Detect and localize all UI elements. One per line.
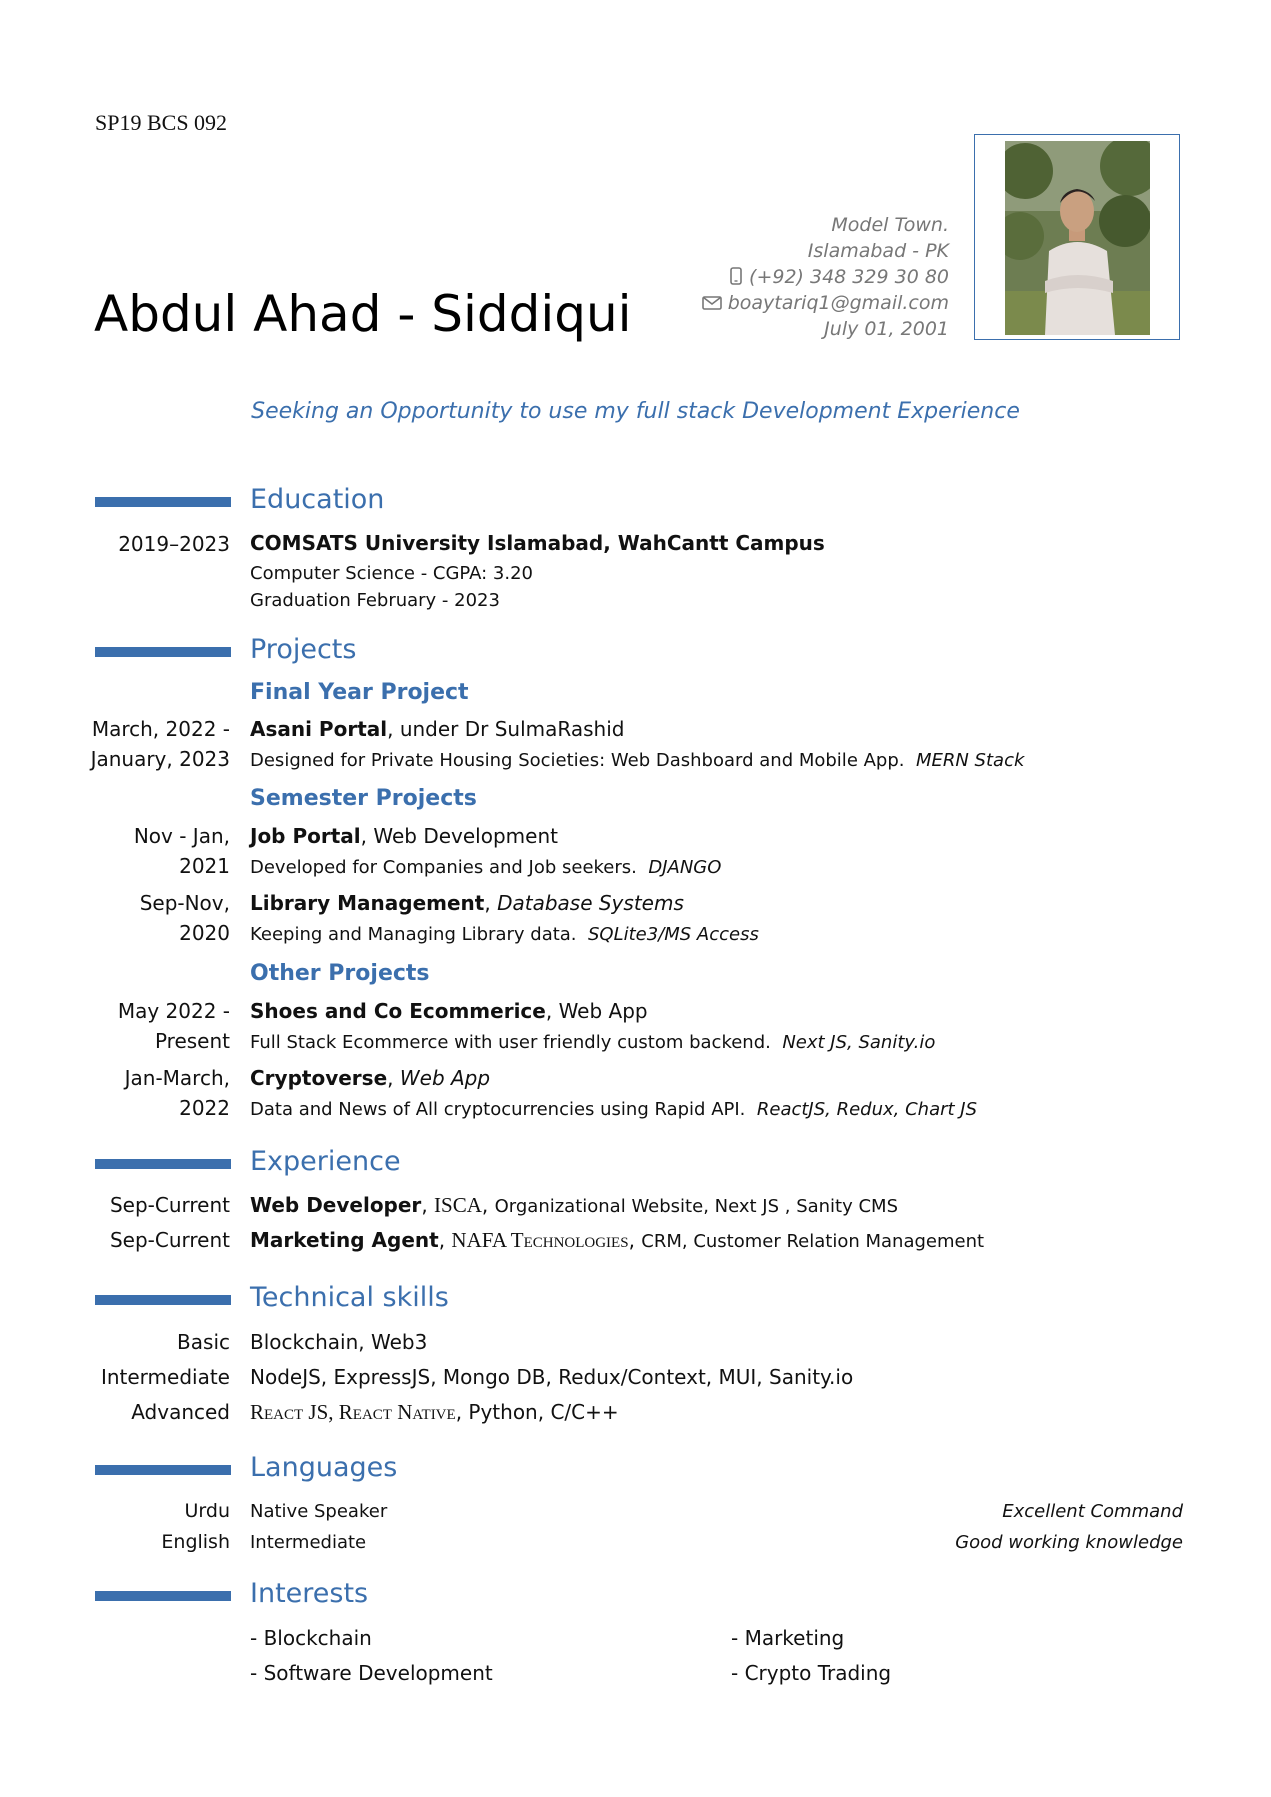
subsection-final-year-project: Final Year Project — [250, 680, 469, 705]
experience-details-2: CRM, Customer Relation Management — [641, 1231, 985, 1252]
job-portal-desc-text: Developed for Companies and Job seekers. — [250, 857, 637, 878]
career-objective: Seeking an Opportunity to use my full stack Development Experience — [251, 399, 1020, 424]
section-title-languages: Languages — [250, 1452, 398, 1483]
library-separator: , — [484, 891, 498, 915]
shoes-heading — [250, 999, 648, 1023]
interest-item: - Crypto Trading — [731, 1661, 892, 1685]
skills-advanced-label: Advanced — [131, 1400, 230, 1424]
phone-line — [619, 264, 949, 290]
language-note-urdu: Excellent Command — [1002, 1501, 1183, 1522]
library-heading — [250, 891, 684, 915]
shoes-date-end: Present — [154, 1029, 230, 1053]
crypto-heading — [250, 1066, 490, 1090]
section-title-interests: Interests — [250, 1578, 369, 1609]
language-note-english: Good working knowledge — [955, 1532, 1183, 1553]
fyp-tech: MERN Stack — [915, 750, 1025, 771]
fyp-date-end: January, 2023 — [90, 747, 230, 771]
shoes-date-start: May 2022 - — [117, 999, 230, 1023]
candidate-name: Abdul Ahad - Siddiqui — [94, 285, 632, 343]
language-level-urdu: Native Speaker — [250, 1501, 388, 1522]
library-date-start: Sep-Nov, — [139, 891, 230, 915]
experience-role-1: Web Developer — [250, 1193, 422, 1217]
library-name: Library Management — [250, 891, 485, 915]
shoes-type: , Web App — [545, 999, 648, 1023]
section-rule-education — [95, 497, 231, 507]
mobile-phone-icon — [727, 266, 743, 284]
email-line — [619, 290, 949, 316]
shoes-name: Shoes and Co Ecommerice — [250, 999, 546, 1023]
fyp-name: Asani Portal — [250, 717, 388, 741]
address-line-1: Model Town. — [831, 214, 949, 236]
job-portal-date-end: 2021 — [179, 854, 230, 878]
experience-org-1: ISCA — [434, 1193, 482, 1217]
job-portal-heading — [250, 824, 558, 848]
crypto-name: Cryptoverse — [250, 1066, 388, 1090]
experience-details-1: Organizational Website, Next JS , Sanity CMS — [494, 1196, 899, 1217]
section-title-experience: Experience — [250, 1146, 401, 1177]
skills-advanced — [250, 1400, 619, 1425]
section-rule-projects — [95, 647, 231, 657]
experience-date-1: Sep-Current — [109, 1193, 230, 1217]
date-of-birth: July 01, 2001 — [824, 318, 949, 340]
library-type: Database Systems — [497, 891, 684, 915]
fyp-desc-text: Designed for Private Housing Societies: Web Dashboard and Mobile App. — [250, 750, 905, 771]
crypto-type: Web App — [399, 1066, 491, 1090]
job-portal-name: Job Portal — [250, 824, 361, 848]
skills-intermediate: NodeJS, ExpressJS, Mongo DB, Redux/Context, MUI, Sanity.io — [250, 1365, 854, 1389]
shoes-desc-text: Full Stack Ecommerce with user friendly custom backend. — [250, 1032, 771, 1053]
fyp-supervisor: , under Dr SulmaRashid — [387, 717, 625, 741]
envelope-icon — [702, 292, 722, 310]
crypto-tech: ReactJS, Redux, Chart JS — [756, 1099, 978, 1120]
language-name-english: English — [161, 1531, 230, 1553]
document-id: SP19 BCS 092 — [95, 110, 228, 135]
experience-org-2: NAFA Technologies — [451, 1228, 629, 1252]
experience-item-1: Web Developer, ISCA, Organizational Website, Next JS , Sanity CMS — [250, 1193, 899, 1217]
education-graduation: Graduation February - 2023 — [250, 590, 500, 611]
experience-item-2: Marketing Agent, NAFA Technologies, CRM, Customer Relation Management — [250, 1228, 985, 1252]
address-line-2: Islamabad - PK — [807, 240, 949, 262]
shoes-tech: Next JS, Sanity.io — [782, 1032, 936, 1053]
shoes-description — [250, 1032, 935, 1053]
subsection-semester-projects: Semester Projects — [250, 786, 477, 811]
skills-advanced-react: React JS, React Native — [250, 1400, 456, 1424]
job-portal-type: , Web Development — [360, 824, 558, 848]
interest-item: - Blockchain — [250, 1626, 372, 1650]
fyp-date-start: March, 2022 - — [91, 717, 230, 741]
section-rule-skills — [95, 1295, 231, 1305]
education-institution: COMSATS University Islamabad, WahCantt Campus — [250, 531, 825, 555]
phone-number: (+92) 348 329 30 80 — [749, 266, 949, 288]
library-date-end: 2020 — [179, 921, 230, 945]
contact-block — [619, 212, 949, 342]
language-level-english: Intermediate — [250, 1532, 367, 1553]
experience-role-2: Marketing Agent — [250, 1228, 439, 1252]
crypto-desc-text: Data and News of All cryptocurrencies using Rapid API. — [250, 1099, 746, 1120]
profile-photo-frame — [974, 134, 1180, 340]
section-rule-experience — [95, 1159, 231, 1169]
crypto-date-start: Jan-March, — [124, 1066, 230, 1090]
section-title-education: Education — [250, 484, 385, 515]
interest-item: - Software Development — [250, 1661, 493, 1685]
job-portal-description — [250, 857, 721, 878]
email-address[interactable]: boaytariq1@gmail.com — [727, 292, 949, 314]
job-portal-tech: DJANGO — [648, 857, 722, 878]
skills-basic-label: Basic — [177, 1330, 230, 1354]
section-rule-languages — [95, 1465, 231, 1475]
section-rule-interests — [95, 1591, 231, 1601]
skills-advanced-other: , Python, C/C++ — [455, 1400, 619, 1424]
subsection-other-projects: Other Projects — [250, 961, 430, 986]
skills-intermediate-label: Intermediate — [100, 1365, 230, 1389]
education-date: 2019–2023 — [118, 532, 230, 556]
section-title-projects: Projects — [250, 634, 357, 665]
job-portal-date-start: Nov - Jan, — [133, 824, 230, 848]
section-title-skills: Technical skills — [250, 1282, 449, 1313]
crypto-separator: , — [387, 1066, 400, 1090]
library-tech: SQLite3/MS Access — [587, 924, 759, 945]
skills-basic: Blockchain, Web3 — [250, 1330, 428, 1354]
language-name-urdu: Urdu — [184, 1500, 230, 1522]
library-desc-text: Keeping and Managing Library data. — [250, 924, 577, 945]
education-degree: Computer Science - CGPA: 3.20 — [250, 563, 533, 584]
profile-photo — [1005, 141, 1150, 335]
fyp-description — [250, 750, 1024, 771]
interest-item: - Marketing — [731, 1626, 845, 1650]
fyp-heading — [250, 717, 624, 741]
experience-date-2: Sep-Current — [109, 1228, 230, 1252]
crypto-date-end: 2022 — [179, 1096, 230, 1120]
library-description — [250, 924, 759, 945]
crypto-description — [250, 1099, 977, 1120]
